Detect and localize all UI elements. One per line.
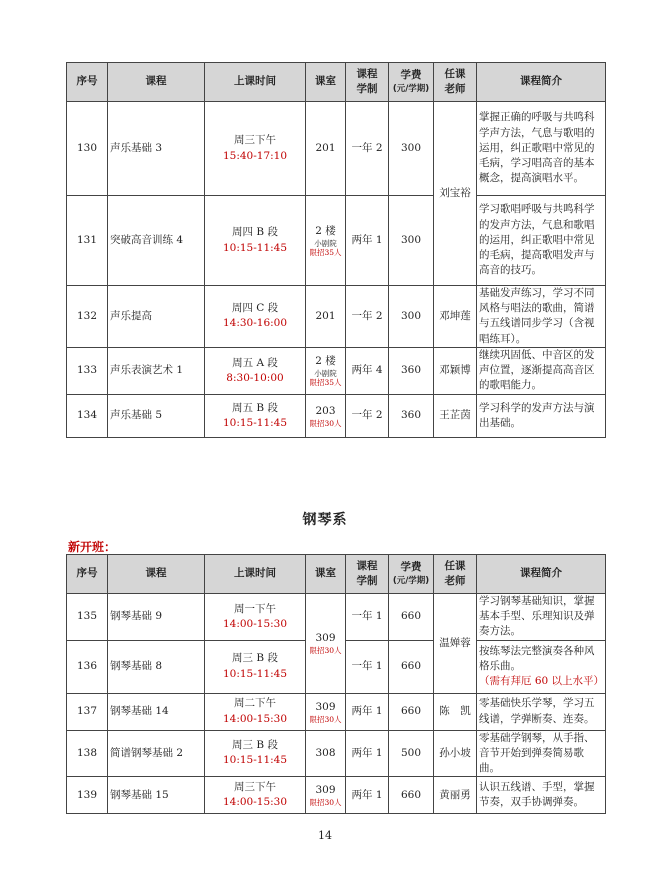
- row-no: 132: [67, 286, 108, 348]
- row-fee: 660: [389, 777, 434, 814]
- row-room: 308: [306, 730, 346, 777]
- row-duration: 两年 1: [346, 777, 389, 814]
- header-course: 课程: [108, 555, 205, 594]
- row-fee: 300: [389, 286, 434, 348]
- row-course: 声乐提高: [108, 286, 205, 348]
- row-teacher: 温婵蓉: [434, 594, 477, 694]
- row-intro: 学习科学的发声方法与演出基础。: [477, 394, 606, 437]
- row-room: 201: [306, 102, 346, 196]
- row-fee: 660: [389, 693, 434, 730]
- row-intro: 继续巩固低、中音区的发声位置，逐渐提高高音区的歌唱能力。: [477, 347, 606, 394]
- row-time: 周二下午 14:00-15:30: [205, 693, 306, 730]
- row-course: 突破高音训练 4: [108, 196, 205, 286]
- row-fee: 300: [389, 196, 434, 286]
- header-intro: 课程简介: [477, 63, 606, 102]
- row-course: 简谱钢琴基础 2: [108, 730, 205, 777]
- row-intro: 学习歌唱呼吸与共鸣科学的发声方法，气息和歌唱的运用，纠正歌唱中常见的毛病，提高歌唱发声与高音的技巧。: [477, 196, 606, 286]
- row-intro: 按练琴法完整演奏各种风格乐曲。 （需有拜厄 60 以上水平）: [477, 640, 606, 693]
- row-teacher: 陈 凯: [434, 693, 477, 730]
- header-time: 上课时间: [205, 555, 306, 594]
- row-teacher: 邓坤莲: [434, 286, 477, 348]
- new-class-label: 新开班：: [68, 540, 117, 554]
- table-row: [67, 286, 606, 348]
- row-time: 周四 B 段 10:15-11:45: [205, 196, 306, 286]
- section-title: 钢琴系: [302, 512, 348, 528]
- table-row: [67, 730, 606, 777]
- row-no: 130: [67, 102, 108, 196]
- row-time: 周四 C 段 14:30-16:00: [205, 286, 306, 348]
- row-no: 139: [67, 777, 108, 814]
- table-row: [67, 196, 606, 286]
- row-teacher: 孙小坡: [434, 730, 477, 777]
- piano-course-table: [66, 554, 606, 814]
- table-row: [67, 594, 606, 641]
- header-fee: 学费 (元/学期): [389, 555, 434, 594]
- header-no: 序号: [67, 63, 108, 102]
- header-no: 序号: [67, 555, 108, 594]
- row-course: 声乐基础 5: [108, 394, 205, 437]
- table-header-row: [67, 555, 606, 594]
- row-no: 136: [67, 640, 108, 693]
- header-time: 上课时间: [205, 63, 306, 102]
- row-time: 周一下午 14:00-15:30: [205, 594, 306, 641]
- row-no: 131: [67, 196, 108, 286]
- row-duration: 两年 4: [346, 347, 389, 394]
- row-note: （需有拜厄 60 以上水平）: [479, 675, 605, 688]
- row-course: 钢琴基础 9: [108, 594, 205, 641]
- row-fee: 360: [389, 394, 434, 437]
- row-teacher: 邓颖博: [434, 347, 477, 394]
- header-room: 课室: [306, 63, 346, 102]
- row-time: 周三下午 14:00-15:30: [205, 777, 306, 814]
- row-duration: 一年 2: [346, 102, 389, 196]
- row-room: 2 楼 小剧院 限招35人: [306, 196, 346, 286]
- row-intro: 认识五线谱、手型，掌握节奏，双手协调弹奏。: [477, 777, 606, 814]
- table-row: [67, 777, 606, 814]
- row-teacher: 王芷茵: [434, 394, 477, 437]
- header-room: 课室: [306, 555, 346, 594]
- row-fee: 360: [389, 347, 434, 394]
- table-row: [67, 394, 606, 437]
- row-time: 周五 B 段 10:15-11:45: [205, 394, 306, 437]
- row-duration: 一年 1: [346, 594, 389, 641]
- row-time: 周三 B 段 10:15-11:45: [205, 730, 306, 777]
- row-teacher: 刘宝裕: [434, 102, 477, 286]
- row-time: 周三 B 段 10:15-11:45: [205, 640, 306, 693]
- header-duration: 课程 学制: [346, 555, 389, 594]
- row-fee: 660: [389, 594, 434, 641]
- table-row: [67, 102, 606, 196]
- row-intro: 掌握正确的呼吸与共鸣科学声方法，气息与歌唱的运用，纠正歌唱中常见的毛病，学习唱高音的基本概念，提高演唱水平。: [477, 102, 606, 196]
- row-room: 309 限招30人: [306, 693, 346, 730]
- row-no: 137: [67, 693, 108, 730]
- row-no: 138: [67, 730, 108, 777]
- row-duration: 一年 2: [346, 286, 389, 348]
- row-fee: 500: [389, 730, 434, 777]
- header-teacher: 任课 老师: [434, 555, 477, 594]
- row-duration: 两年 1: [346, 693, 389, 730]
- table-header-row: [67, 63, 606, 102]
- row-course: 钢琴基础 8: [108, 640, 205, 693]
- row-duration: 一年 1: [346, 640, 389, 693]
- header-duration: 课程 学制: [346, 63, 389, 102]
- header-intro: 课程简介: [477, 555, 606, 594]
- row-course: 声乐基础 3: [108, 102, 205, 196]
- row-intro: 零基础快乐学琴，学习五线谱，学弹断奏、连奏。: [477, 693, 606, 730]
- vocal-course-table: [66, 62, 606, 438]
- row-course: 钢琴基础 14: [108, 693, 205, 730]
- row-no: 133: [67, 347, 108, 394]
- page-number: 14: [318, 829, 332, 842]
- row-fee: 660: [389, 640, 434, 693]
- row-intro: 基础发声练习，学习不同风格与唱法的歌曲，简谱与五线谱同步学习（含视唱练耳）。: [477, 286, 606, 348]
- row-intro: 零基础学钢琴，从手指、音节开始到弹奏简易歌曲。: [477, 730, 606, 777]
- row-room: 309 限招30人: [306, 594, 346, 694]
- row-no: 134: [67, 394, 108, 437]
- header-course: 课程: [108, 63, 205, 102]
- table-row: [67, 347, 606, 394]
- row-time: 周五 A 段 8:30-10:00: [205, 347, 306, 394]
- row-duration: 一年 2: [346, 394, 389, 437]
- header-teacher: 任课 老师: [434, 63, 477, 102]
- row-no: 135: [67, 594, 108, 641]
- row-intro: 学习钢琴基础知识，掌握基本手型、乐理知识及弹奏方法。: [477, 594, 606, 641]
- row-room: 201: [306, 286, 346, 348]
- row-teacher: 黄丽勇: [434, 777, 477, 814]
- row-room: 203 限招30人: [306, 394, 346, 437]
- row-room: 2 楼 小剧院 限招35人: [306, 347, 346, 394]
- row-duration: 两年 1: [346, 196, 389, 286]
- row-time: 周三下午 15:40-17:10: [205, 102, 306, 196]
- row-course: 钢琴基础 15: [108, 777, 205, 814]
- row-room: 309 限招30人: [306, 777, 346, 814]
- row-duration: 两年 1: [346, 730, 389, 777]
- table-row: [67, 693, 606, 730]
- row-course: 声乐表演艺术 1: [108, 347, 205, 394]
- row-fee: 300: [389, 102, 434, 196]
- header-fee: 学费 (元/学期): [389, 63, 434, 102]
